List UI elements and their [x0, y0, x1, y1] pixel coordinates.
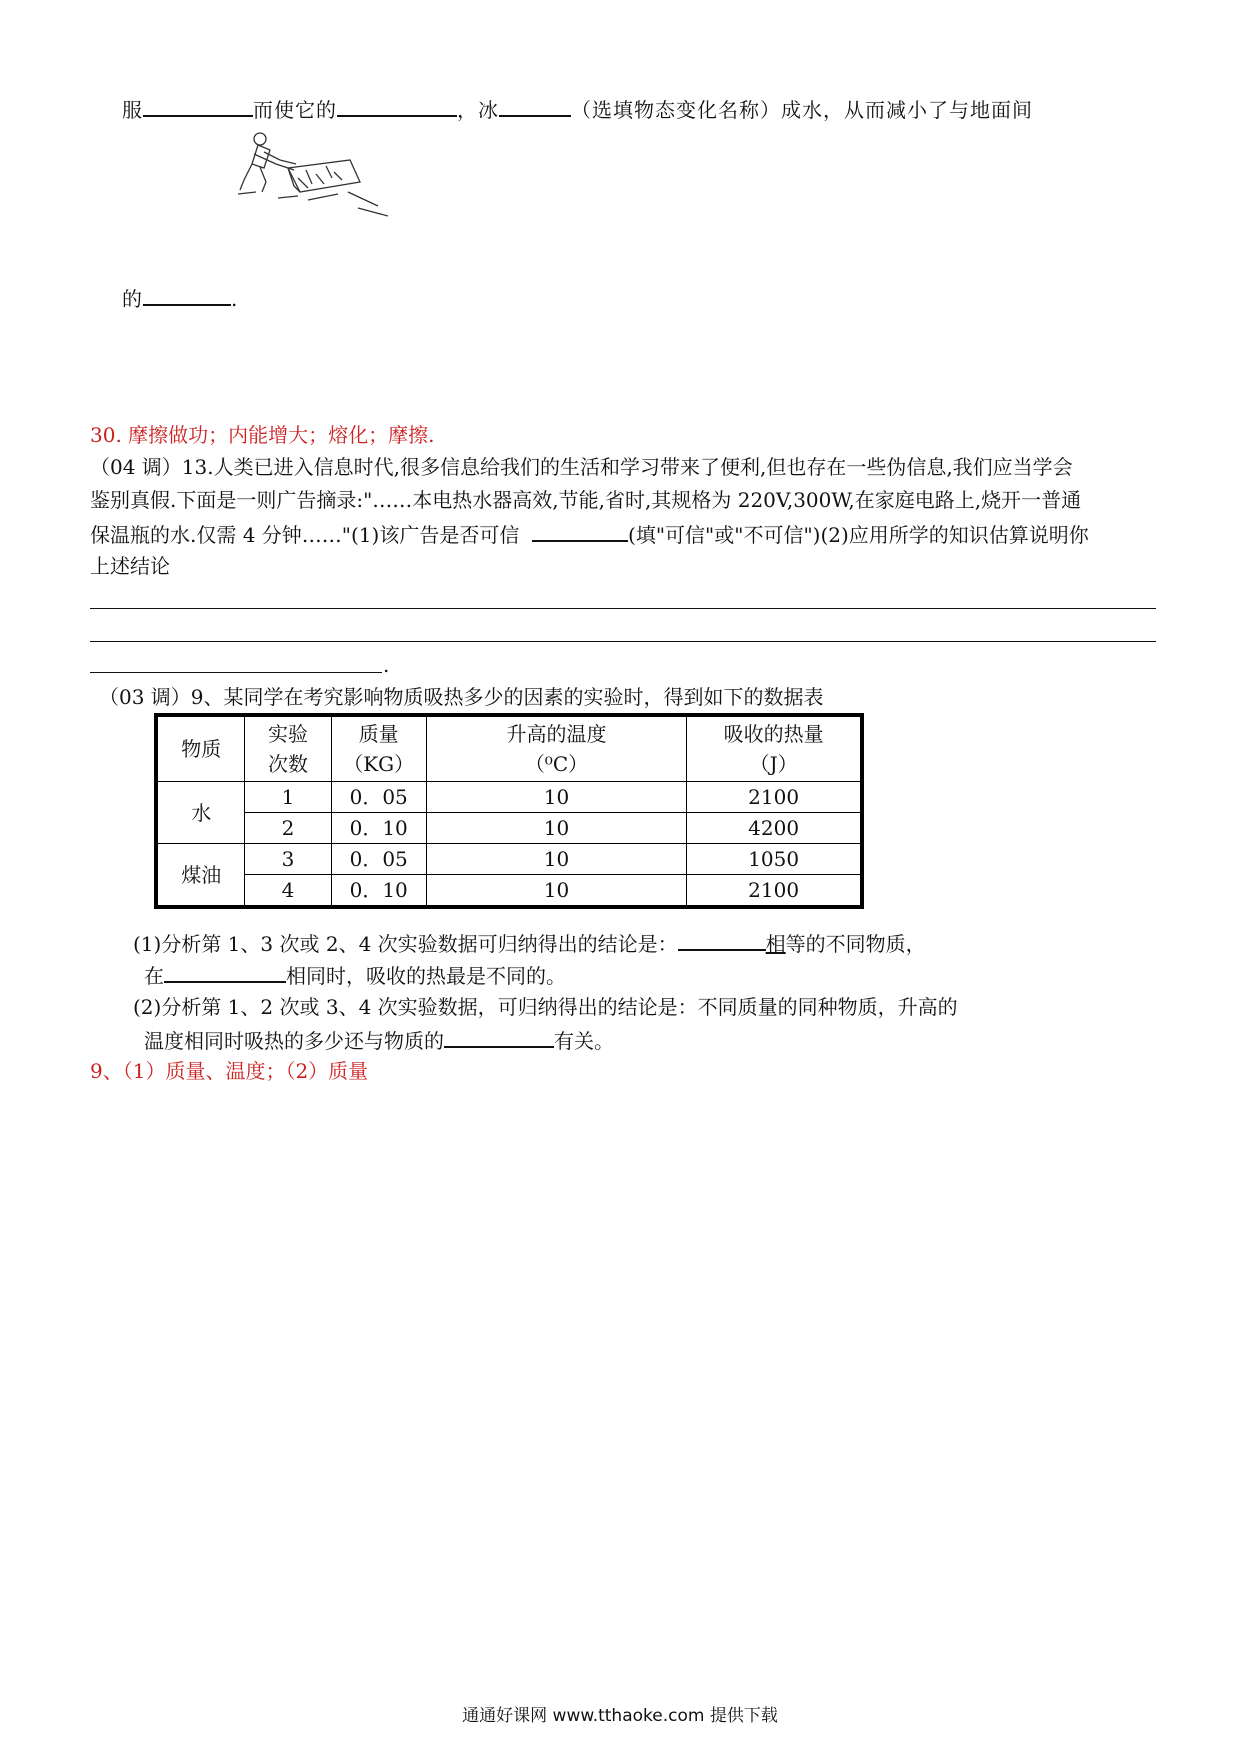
table-cell: 2100: [687, 875, 862, 908]
q9-part2-line2: 温度相同时吸热的多少还与物质的 有关。: [144, 1026, 614, 1054]
table-row: [156, 844, 862, 875]
blank-q9-2[interactable]: [164, 961, 286, 983]
table-cell: 4: [245, 875, 331, 908]
q9-part1-line2: 在 相同时，吸收的热最是不同的。: [144, 961, 566, 989]
table-cell: 10: [426, 813, 687, 844]
blank-2[interactable]: [337, 95, 457, 117]
q9-intro: （03 调）9、某同学在考究影响物质吸热多少的因素的实验时，得到如下的数据表: [99, 685, 824, 709]
header-mass: 质量 （KG）: [331, 715, 426, 782]
substance-cell: 煤油: [156, 844, 245, 908]
blank-1[interactable]: [143, 95, 253, 117]
table-cell: 0．05: [331, 844, 426, 875]
person-pulling-ice-block-illustration: [238, 130, 388, 225]
q13-line1: （04 调）13.人类已进入信息时代,很多信息给我们的生活和学习带来了便利,但也存在一些伪信息,我们应当学会: [90, 455, 1073, 479]
table-cell: 1: [245, 782, 331, 813]
answer-line-1[interactable]: [90, 608, 1156, 609]
table-row: [156, 813, 862, 844]
table-cell: 10: [426, 875, 687, 908]
table-row: [156, 875, 862, 908]
q13-line3: 保温瓶的水.仅需 4 分钟……"(1)该广告是否可信 (填"可信"或"不可信")(2)应用所学的知识估算说明你: [90, 520, 1089, 548]
table-cell: 2: [245, 813, 331, 844]
table-cell: 0．05: [331, 782, 426, 813]
q13-line2: 鉴别真假.下面是一则广告摘录:"……本电热水器高效,节能,省时,其规格为 220V,300W,在家庭电路上,烧开一普通: [90, 488, 1082, 512]
table-cell: 0．10: [331, 813, 426, 844]
answer-line-3[interactable]: [90, 672, 382, 673]
q9-part2-line1: (2)分析第 1、2 次或 3、4 次实验数据，可归纳得出的结论是：不同质量的同种物质，升高的: [133, 995, 958, 1019]
q13-line4: 上述结论: [90, 554, 170, 578]
q9-part1-line1: (1)分析第 1、3 次或 2、4 次实验数据可归纳得出的结论是： 相等的不同物质，: [133, 929, 926, 957]
experiment-data-table: [154, 713, 864, 909]
blank-credible[interactable]: [532, 520, 628, 542]
answer-9: 9、（1）质量、温度；（2）质量: [90, 1059, 369, 1083]
table-row: [156, 782, 862, 813]
q13-end: .: [383, 653, 390, 677]
q29-line1: 服 而使它的 ，冰 （选填物态变化名称）成水，从而减小了与地面间: [122, 95, 1033, 123]
blank-4[interactable]: [143, 284, 231, 306]
table-cell: 0．10: [331, 875, 426, 908]
table-cell: 2100: [687, 782, 862, 813]
table-cell: 3: [245, 844, 331, 875]
table-header-row: [156, 715, 862, 782]
blank-3[interactable]: [499, 95, 571, 117]
header-substance: 物质: [156, 715, 245, 782]
table-cell: 10: [426, 844, 687, 875]
header-heat-absorbed: 吸收的热量 （J）: [687, 715, 862, 782]
answer-line-2[interactable]: [90, 641, 1156, 642]
substance-cell: 水: [156, 782, 245, 844]
answer-30: 30. 摩擦做功；内能增大；熔化；摩擦.: [90, 423, 435, 447]
blank-q9-1[interactable]: [678, 929, 766, 951]
header-temp-rise: 升高的温度 （⁰C）: [426, 715, 687, 782]
header-trial: 实验 次数: [245, 715, 331, 782]
page-footer: 通通好课网 www.tthaoke.com 提供下载: [462, 1706, 778, 1726]
blank-q9-3[interactable]: [444, 1026, 554, 1048]
table-cell: 4200: [687, 813, 862, 844]
table-cell: 1050: [687, 844, 862, 875]
table-cell: 10: [426, 782, 687, 813]
q29-line2: 的 .: [122, 284, 238, 312]
